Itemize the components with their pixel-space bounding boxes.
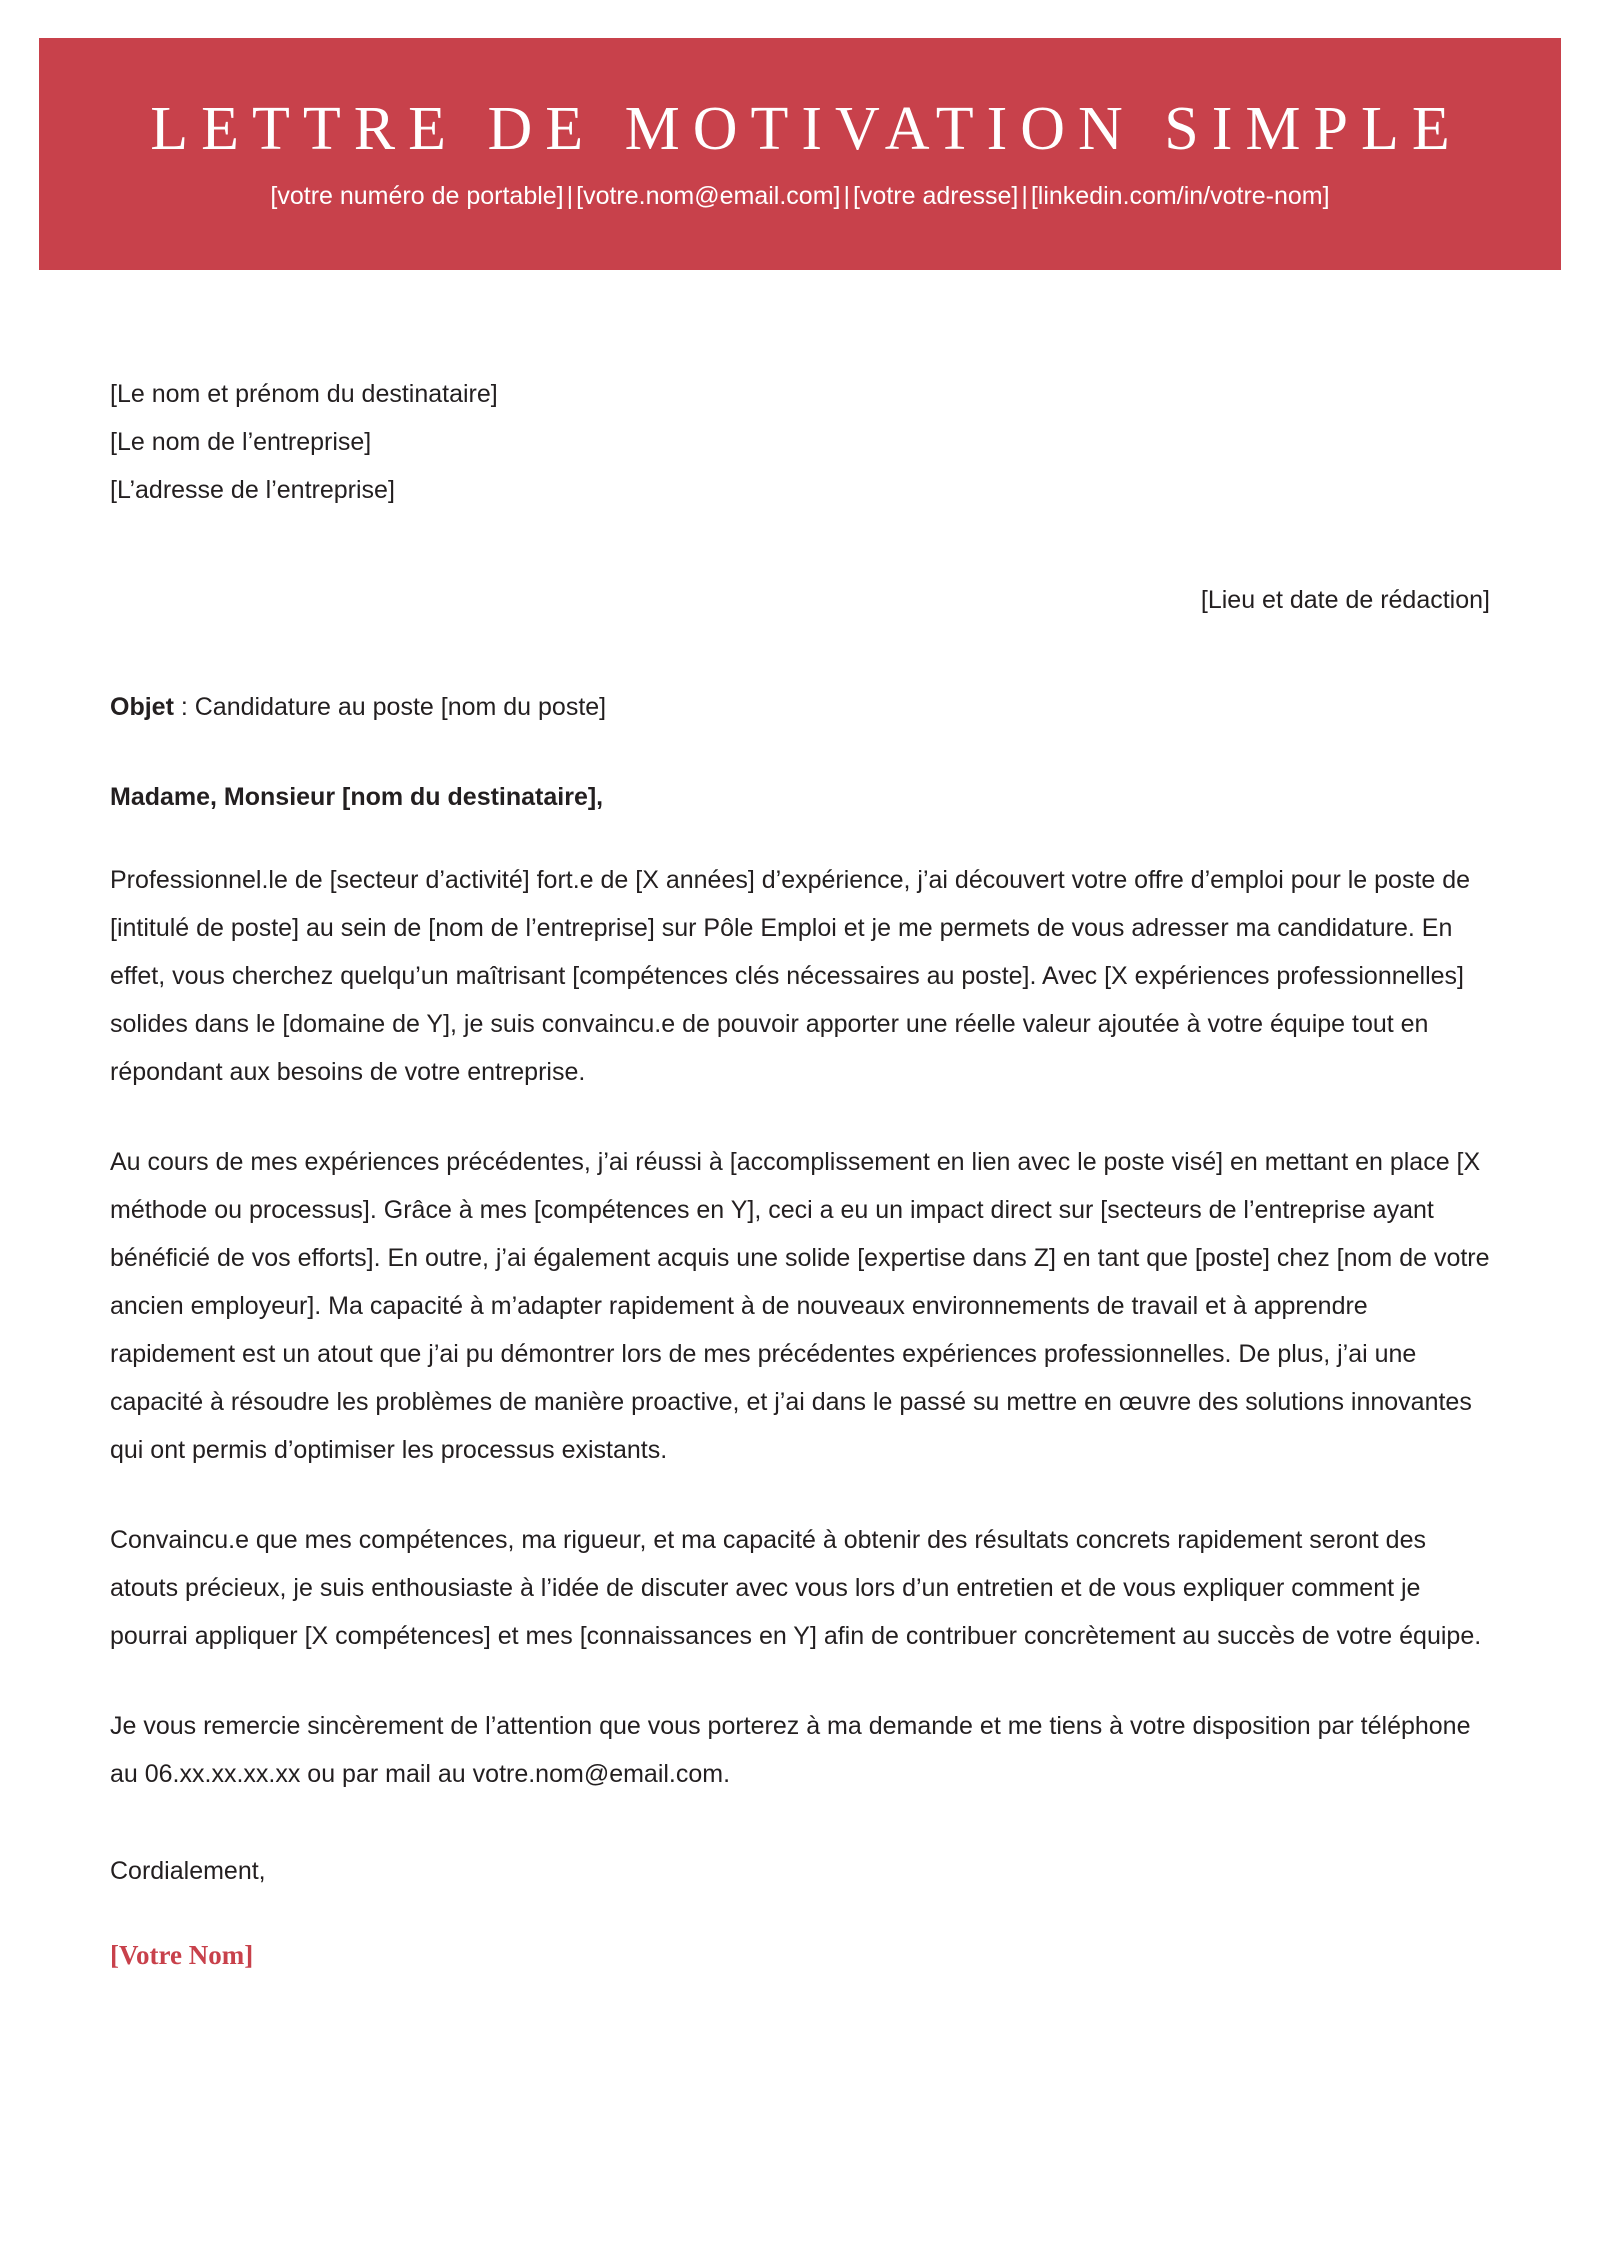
recipient-name: [Le nom et prénom du destinataire] [110, 380, 498, 408]
subject-line [110, 690, 1490, 724]
body-paragraph-1: Professionnel.le de [secteur d’activité] fort.e de [X années] d’expérience, j’ai découvert votre offre d’emploi pour le poste de [intitulé de poste] au sein de [nom de l’entreprise] sur Pôle Emploi et je me permets de vous adresser ma candidature. En effet, vous cherchez quelqu’un maîtrisant [compétences clés nécessaires au poste]. Avec [X expériences professionnelles] solides dans le [domaine de Y], je suis convaincu.e de pouvoir apporter une réelle valeur ajoutée à votre équipe tout en répondant aux besoins de votre entreprise. [110, 866, 1471, 1086]
contact-email: [votre.nom@email.com] [576, 181, 841, 210]
body-paragraph-4: Je vous remercie sincèrement de l’attention que vous porterez à ma demande et me tiens à votre disposition par téléphone au 06.xx.xx.xx.xx ou par mail au votre.nom@email.com. [110, 1712, 1471, 1788]
contact-line [270, 181, 1329, 211]
contact-separator-1: | [566, 181, 574, 210]
page-title: LETTRE DE MOTIVATION SIMPLE [150, 95, 1463, 164]
signoff-line: Cordialement, [110, 1857, 266, 1885]
recipient-company: [Le nom de l’entreprise] [110, 428, 372, 456]
contact-separator-2: | [843, 181, 850, 210]
subject-text: : Candidature au poste [nom du poste] [173, 693, 607, 721]
body-paragraph-2: Au cours de mes expériences précédentes, j’ai réussi à [accomplissement en lien avec le poste visé] en mettant en place [X méthode ou processus]. Grâce à mes [compétences en Y], ceci a eu un impact direct sur [secteurs de l’entreprise ayant bénéficié de vos efforts]. En outre, j’ai également acquis une solide [expertise dans Z] en tant que [poste] chez [nom de votre ancien employeur]. Ma capacité à m’adapter rapidement à de nouveaux environnements de travail et à apprendre rapidement est un atout que j’ai pu démontrer lors de mes précédentes expériences professionnelles. De plus, j’ai une capacité à résoudre les problèmes de manière proactive, et j’ai dans le passé su mettre en œuvre des solutions innovantes qui ont permis d’optimiser les processus existants. [110, 1148, 1490, 1464]
header-banner [39, 38, 1561, 270]
contact-separator-3: | [1021, 181, 1028, 210]
contact-linkedin: [linkedin.com/in/votre-nom] [1030, 181, 1330, 210]
recipient-address: [L’adresse de l’entreprise] [110, 476, 395, 504]
date-location-line: [Lieu et date de rédaction] [1200, 586, 1490, 614]
signature-name: [Votre Nom] [110, 1940, 254, 1970]
body-paragraph-3: Convaincu.e que mes compétences, ma rigueur, et ma capacité à obtenir des résultats concrets rapidement seront des atouts précieux, je suis enthousiaste à l’idée de discuter avec vous lors d’un entretien et de vous expliquer comment je pourrai appliquer [X compétences] et mes [connaissances en Y] afin de contribuer concrètement au succès de votre équipe. [110, 1526, 1482, 1650]
contact-phone: [votre numéro de portable] [270, 181, 564, 210]
letter-content [110, 370, 1490, 1972]
salutation-line: Madame, Monsieur [nom du destinataire], [110, 783, 604, 811]
contact-address: [votre adresse] [852, 181, 1019, 210]
subject-label: Objet [110, 693, 174, 721]
recipient-block [110, 370, 1490, 514]
